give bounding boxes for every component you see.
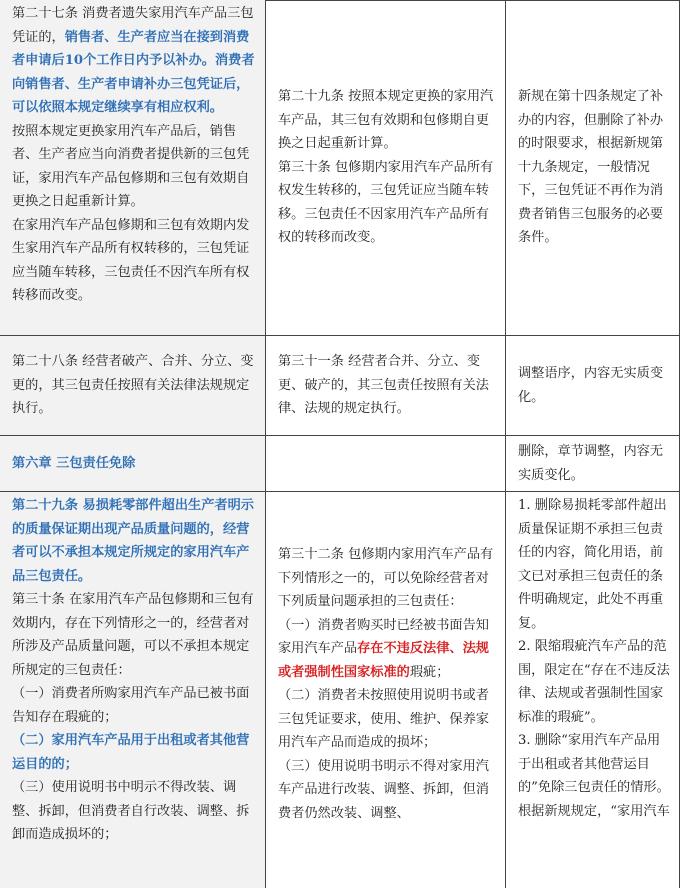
note-cell-row3 — [506, 436, 680, 492]
new-32-item1-emphasis: 存在不违反法律、法规或者强制性国家标准的 — [278, 641, 489, 680]
new-32-text: 第三十二条 包修期内家用汽车产品有下列情形之一的，可以免除经营者对下列质量问题承担的三包责任： — [278, 547, 494, 609]
new-31-text: 第三十一条 经营者合并、分立、变更、破产的，其三包责任按照有关法律、法规的规定执行。 — [278, 354, 489, 417]
note-row4-item1: 1. 删除易损耗零部件超出质量保证期不承担三包责任的内容，简化用语，前文已对承担三包责任的条件明确规定，此处不再重复。 — [518, 498, 667, 631]
old-27-highlight: 销售者、生产者应当在接到消费者申请后10个工作日内予以补办。消费者向销售者、生产者申请补办三包凭证后，可以依照本规定继续享有相应权利。 — [12, 29, 255, 115]
old-27-para2: 按照本规定更换家用汽车产品后，销售者、生产者应当向消费者提供新的三包凭证，家用汽车产品包修期和三包有效期自更换之日起重新计算。 — [12, 123, 250, 209]
chapter-heading: 第六章 三包责任免除 — [12, 455, 136, 471]
old-28-text: 第二十八条 经营者破产、合并、分立、变更的，其三包责任按照有关法律法规规定执行。 — [12, 354, 254, 417]
new-32-item1-c: 瑕疵； — [409, 664, 450, 680]
new-32-item1-a: （一）消费者购买时已经被书面告知家用汽车产品 — [278, 617, 489, 656]
new-30-text: 第三十条 包修期内家用汽车产品所有权发生转移的，三包凭证应当随车转移。三包责任不因家用汽车产品所有权的转移而改变。 — [278, 159, 494, 246]
new-rule-cell-29-30 — [266, 0, 506, 336]
new-29-text: 第二十九条 按照本规定更换的家用汽车产品，其三包有效期和包修期自更换之日起重新计算。 — [278, 89, 494, 152]
old-rule-cell-28 — [0, 336, 266, 436]
note-row1-text: 新规在第十四条规定了补办的内容，但删除了补办的时限要求，根据新规第十九条规定，一般情况下，三包凭证不再作为消费者销售三包服务的必要条件。 — [518, 89, 664, 246]
note-cell-row4 — [506, 492, 680, 888]
new-32-item1 — [278, 614, 499, 685]
new-rule-cell-31 — [266, 336, 506, 436]
note-row4-item2: 2. 限缩瑕疵汽车产品的范围，限定在“存在不违反法律、法规或者强制性国家标准的瑕疵”。 — [518, 639, 670, 725]
note-row4-item3: 3. 删除“家用汽车产品用于出租或者其他营运目的”免除三包责任的情形。根据新规规定，“家用汽车 — [518, 733, 670, 819]
note-cell-row1 — [506, 0, 680, 336]
old-rule-cell-27 — [0, 0, 266, 336]
old-30-item1: （一）消费者所购家用汽车产品已被书面告知存在瑕疵的； — [12, 686, 250, 725]
old-27-para3: 在家用汽车产品包修期和三包有效期内发生家用汽车产品所有权转移的，三包凭证应当随车转移，三包责任不因汽车所有权转移而改变。 — [12, 217, 250, 303]
note-cell-row2 — [506, 336, 680, 436]
note-row2-text: 调整语序，内容无实质变化。 — [518, 366, 664, 405]
old-30-item3: （三）使用说明书中明示不得改装、调整、拆卸，但消费者自行改装、调整、拆卸而造成损坏的； — [12, 780, 250, 842]
new-32-item2: （二）消费者未按照使用说明书或者三包凭证要求，使用、维护、保养家用汽车产品而造成的损坏； — [278, 688, 489, 750]
new-32-item3: （三）使用说明书明示不得对家用汽车产品进行改装、调整、拆卸，但消费者仍然改装、调整、 — [278, 758, 489, 821]
new-rule-cell-32 — [266, 492, 506, 888]
old-27-intro: 第二十七条 消费者遗失家用汽车产品三包凭证的， — [12, 6, 254, 45]
old-29-text: 第二十九条 易损耗零部件超出生产者明示的质量保证期出现产品质量问题的，经营者可以不承担本规定所规定的家用汽车产品三包责任。 — [12, 498, 254, 584]
old-30-text: 第三十条 在家用汽车产品包修期和三包有效期内，存在下列情形之一的，经营者对所涉及产品质量问题，可以不承担本规定所规定的三包责任： — [12, 592, 254, 678]
chapter-heading-cell — [0, 436, 266, 492]
old-30-item2: （二）家用汽车产品用于出租或者其他营运目的的； — [12, 733, 250, 772]
note-row3-text: 删除，章节调整，内容无实质变化。 — [518, 444, 664, 483]
old-rule-cell-29-30 — [0, 492, 266, 888]
new-rule-cell-empty — [266, 436, 506, 492]
